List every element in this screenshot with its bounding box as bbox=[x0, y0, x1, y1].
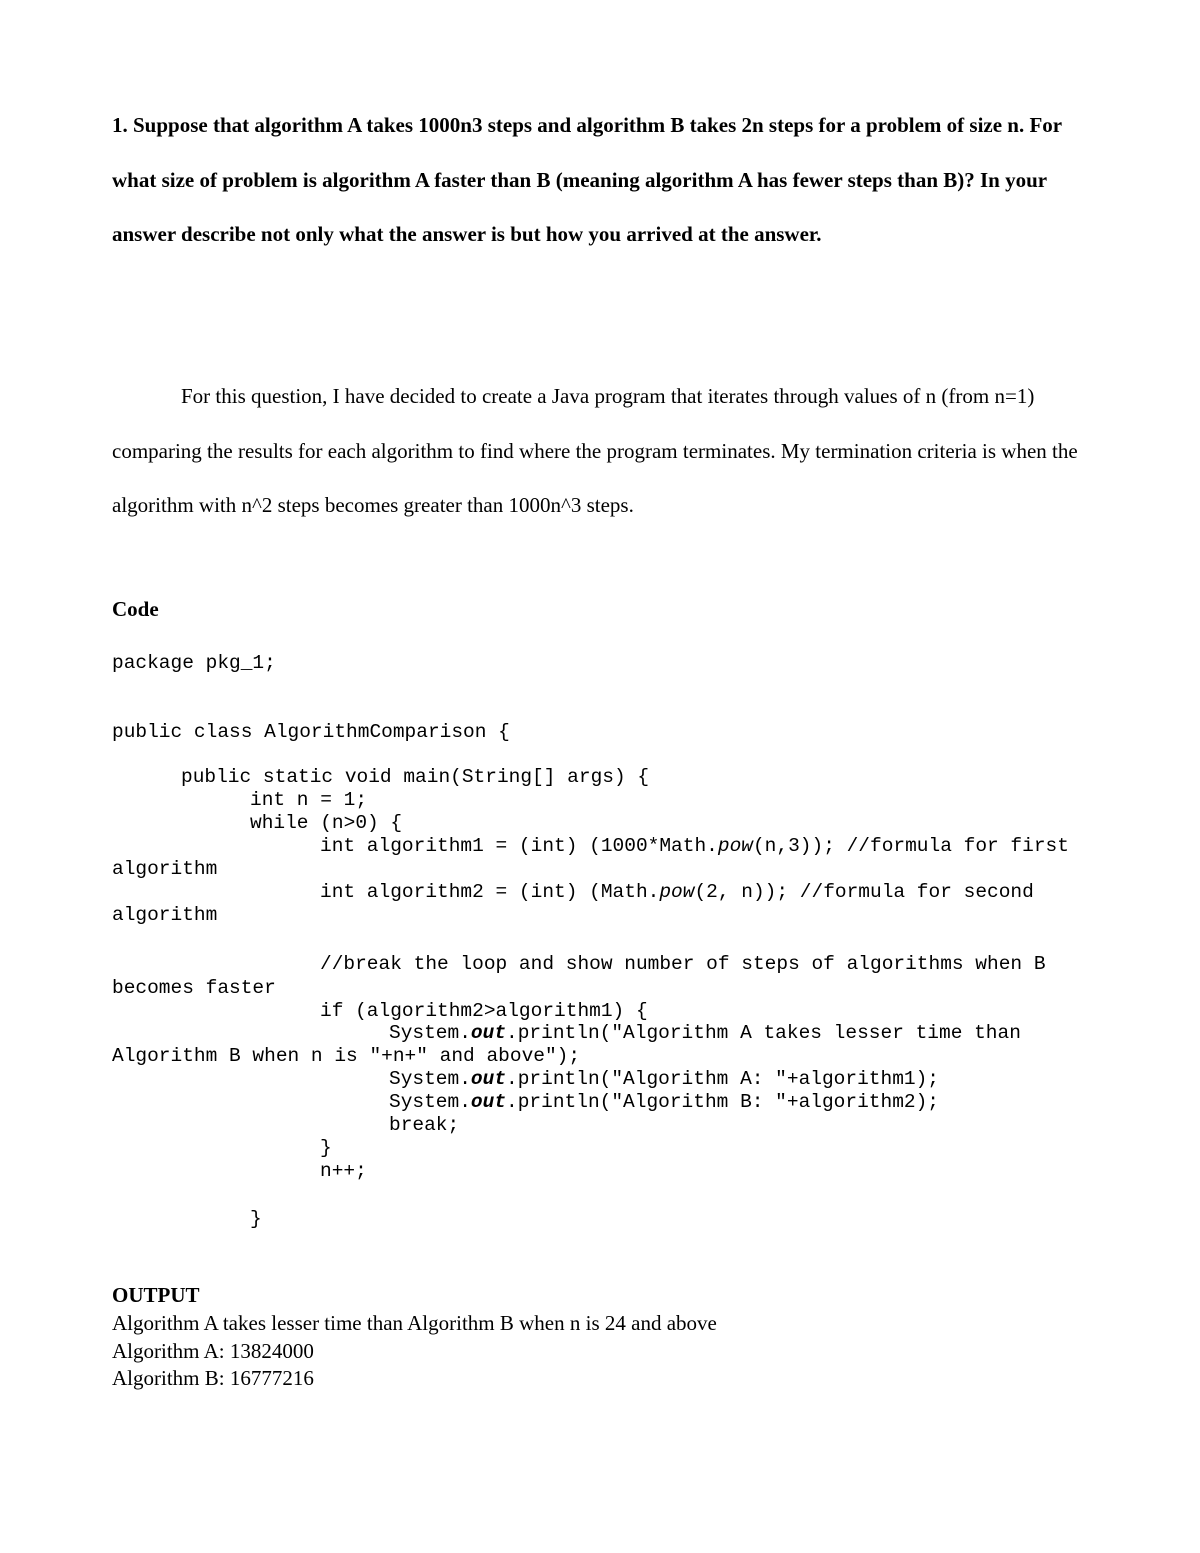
code-text: (2, n)); //formula for second bbox=[694, 881, 1034, 903]
code-line: public class AlgorithmComparison { bbox=[112, 721, 510, 743]
code-line: algorithm bbox=[112, 858, 218, 880]
code-line: //break the loop and show number of steps of algorithms when B bbox=[320, 953, 1046, 975]
output-heading: OUTPUT bbox=[112, 1283, 200, 1307]
code-method-pow: pow bbox=[659, 881, 695, 903]
code-line: package pkg_1; bbox=[112, 652, 276, 674]
code-line: public static void main(String[] args) { bbox=[181, 766, 650, 788]
code-line: becomes faster bbox=[112, 977, 276, 999]
code-line bbox=[389, 1091, 939, 1114]
code-text: int algorithm1 = (int) (1000*Math. bbox=[320, 835, 718, 857]
code-line: int n = 1; bbox=[250, 789, 368, 811]
code-line: break; bbox=[389, 1114, 460, 1136]
output-line: Algorithm A: 13824000 bbox=[112, 1339, 314, 1363]
code-text: System. bbox=[389, 1022, 471, 1044]
code-text: (n,3)); //formula for first bbox=[752, 835, 1069, 857]
code-method-pow: pow bbox=[717, 835, 753, 857]
code-text: System. bbox=[389, 1068, 471, 1090]
code-line bbox=[320, 881, 1034, 904]
output-line: Algorithm A takes lesser time than Algorithm B when n is 24 and above bbox=[112, 1311, 717, 1335]
answer-paragraph: For this question, I have decided to create a Java program that iterates through values of n (from n=1) comparing the results for each algorithm to find where the program terminates. My termination criteria is when the algorithm with n^2 steps becomes greater than 1000n^3 steps. bbox=[112, 384, 1078, 517]
question-paragraph: 1. Suppose that algorithm A takes 1000n3 steps and algorithm B takes 2n steps for a problem of size n. For what size of problem is algorithm A faster than B (meaning algorithm A has fewer steps than B)? In your answer describe not only what the answer is but how you arrived at the answer. bbox=[112, 113, 1062, 246]
code-heading: Code bbox=[112, 597, 159, 621]
code-text: .println("Algorithm B: "+algorithm2); bbox=[506, 1091, 940, 1113]
code-line: } bbox=[250, 1208, 262, 1230]
code-line: n++; bbox=[320, 1160, 367, 1182]
code-line bbox=[389, 1022, 1021, 1045]
code-field-out: out bbox=[470, 1091, 507, 1113]
code-line: while (n>0) { bbox=[250, 812, 403, 834]
output-line: Algorithm B: 16777216 bbox=[112, 1366, 314, 1390]
code-field-out: out bbox=[470, 1022, 507, 1044]
code-text: .println("Algorithm A: "+algorithm1); bbox=[506, 1068, 940, 1090]
code-text: System. bbox=[389, 1091, 471, 1113]
code-line: } bbox=[320, 1137, 332, 1159]
code-line bbox=[389, 1068, 939, 1091]
code-line: Algorithm B when n is "+n+" and above"); bbox=[112, 1045, 581, 1067]
code-line bbox=[320, 835, 1069, 858]
code-text: int algorithm2 = (int) (Math. bbox=[320, 881, 660, 903]
code-line: algorithm bbox=[112, 904, 218, 926]
code-field-out: out bbox=[470, 1068, 507, 1090]
code-text: .println("Algorithm A takes lesser time than bbox=[506, 1022, 1021, 1044]
code-line: if (algorithm2>algorithm1) { bbox=[320, 1000, 648, 1022]
